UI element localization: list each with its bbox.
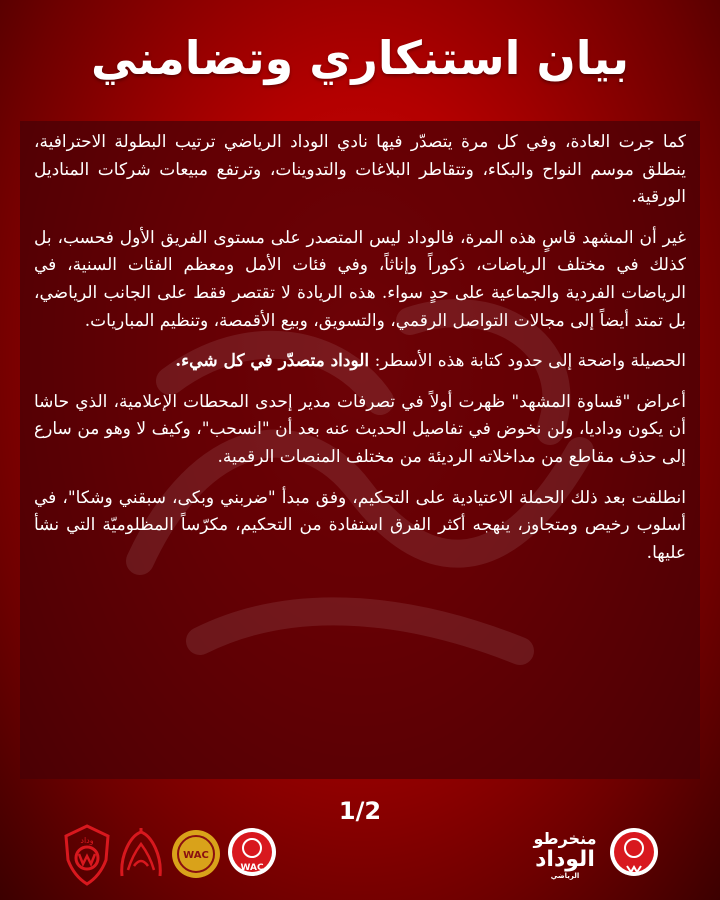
- paragraph-1: كما جرت العادة، وفي كل مرة يتصدّر فيها نادي الوداد الرياضي ترتيب البطولة الاحترافية، ينطلق موسم النواح والبكاء، وتتقاطر البلاغات والتدوينات، وترتفع مبيعات شركات المناديل الورقية.: [34, 132, 686, 208]
- paragraph-4: أعراض "قساوة المشهد" ظهرت أولاً في تصرفات مدير إحدى المحطات الإعلامية، الذي حاشا أن يكون وداديا، ولن نخوض في تفاصيل الحديث عنه بعد أن "انسحب"، وكيف لا وهو من سارع إلى حذف مقاطع من مداخلاته الرديئة من مختلف المنصات الرقمية.: [34, 391, 686, 467]
- wydad-emblem-text: وداد: [80, 836, 94, 845]
- calligraphy-crest-icon: [116, 826, 166, 882]
- paragraph-3-text: الحصيلة واضحة إلى حدود كتابة هذه الأسطر:: [374, 351, 686, 372]
- supporters-brand: [528, 830, 602, 882]
- statement-panel: [20, 121, 700, 779]
- wac-crest-left-text: WAC: [240, 863, 264, 873]
- page-number: 1/2: [338, 797, 382, 825]
- paragraph-5: انطلقت بعد ذلك الحملة الاعتيادية على التحكيم، وفق مبدأ "ضربني وبكى، سبقني وشكا"، في أسلوب رخيص ومتجاوز، ينهجه أكثر الفرق استفادة من التحكيم، مكرّساً المظلوميّة التي نشأ عليها.: [34, 487, 686, 563]
- gold-seal-text: WAC: [183, 850, 209, 861]
- page-title: بيان استنكاري وتضامني: [90, 31, 630, 85]
- wac-crest-right-icon: [608, 826, 660, 882]
- wac-crest-left-icon: [226, 826, 278, 882]
- statement-body: [34, 129, 686, 567]
- paragraph-3: [34, 348, 686, 376]
- brand-line-3: الرياضي: [550, 872, 580, 880]
- brand-line-1: منخرطو: [533, 829, 597, 848]
- wydad-emblem-icon: [62, 824, 112, 886]
- paragraph-2: غير أن المشهد قاسٍ هذه المرة، فالوداد ليس المتصدر على مستوى الفريق الأول فحسب، بل كذلك في مختلف الرياضات، ذكوراً وإناثاً، وفي فئات الأمل ومعظم الفئات السنية، في الرياضات الفردية والجماعية على حدٍ سواء. هذه الريادة لا تقتصر فقط على الجانب الرياضي، بل تمتد أيضاً إلى مجالات التواصل الرقمي، والتسويق، وبيع الأقمصة، وتنظيم المباريات.: [34, 227, 686, 331]
- paragraph-3-bold: الوداد متصدّر في كل شيء.: [175, 351, 370, 372]
- brand-line-2: الوداد: [535, 847, 595, 872]
- gold-seal-icon: [170, 828, 222, 880]
